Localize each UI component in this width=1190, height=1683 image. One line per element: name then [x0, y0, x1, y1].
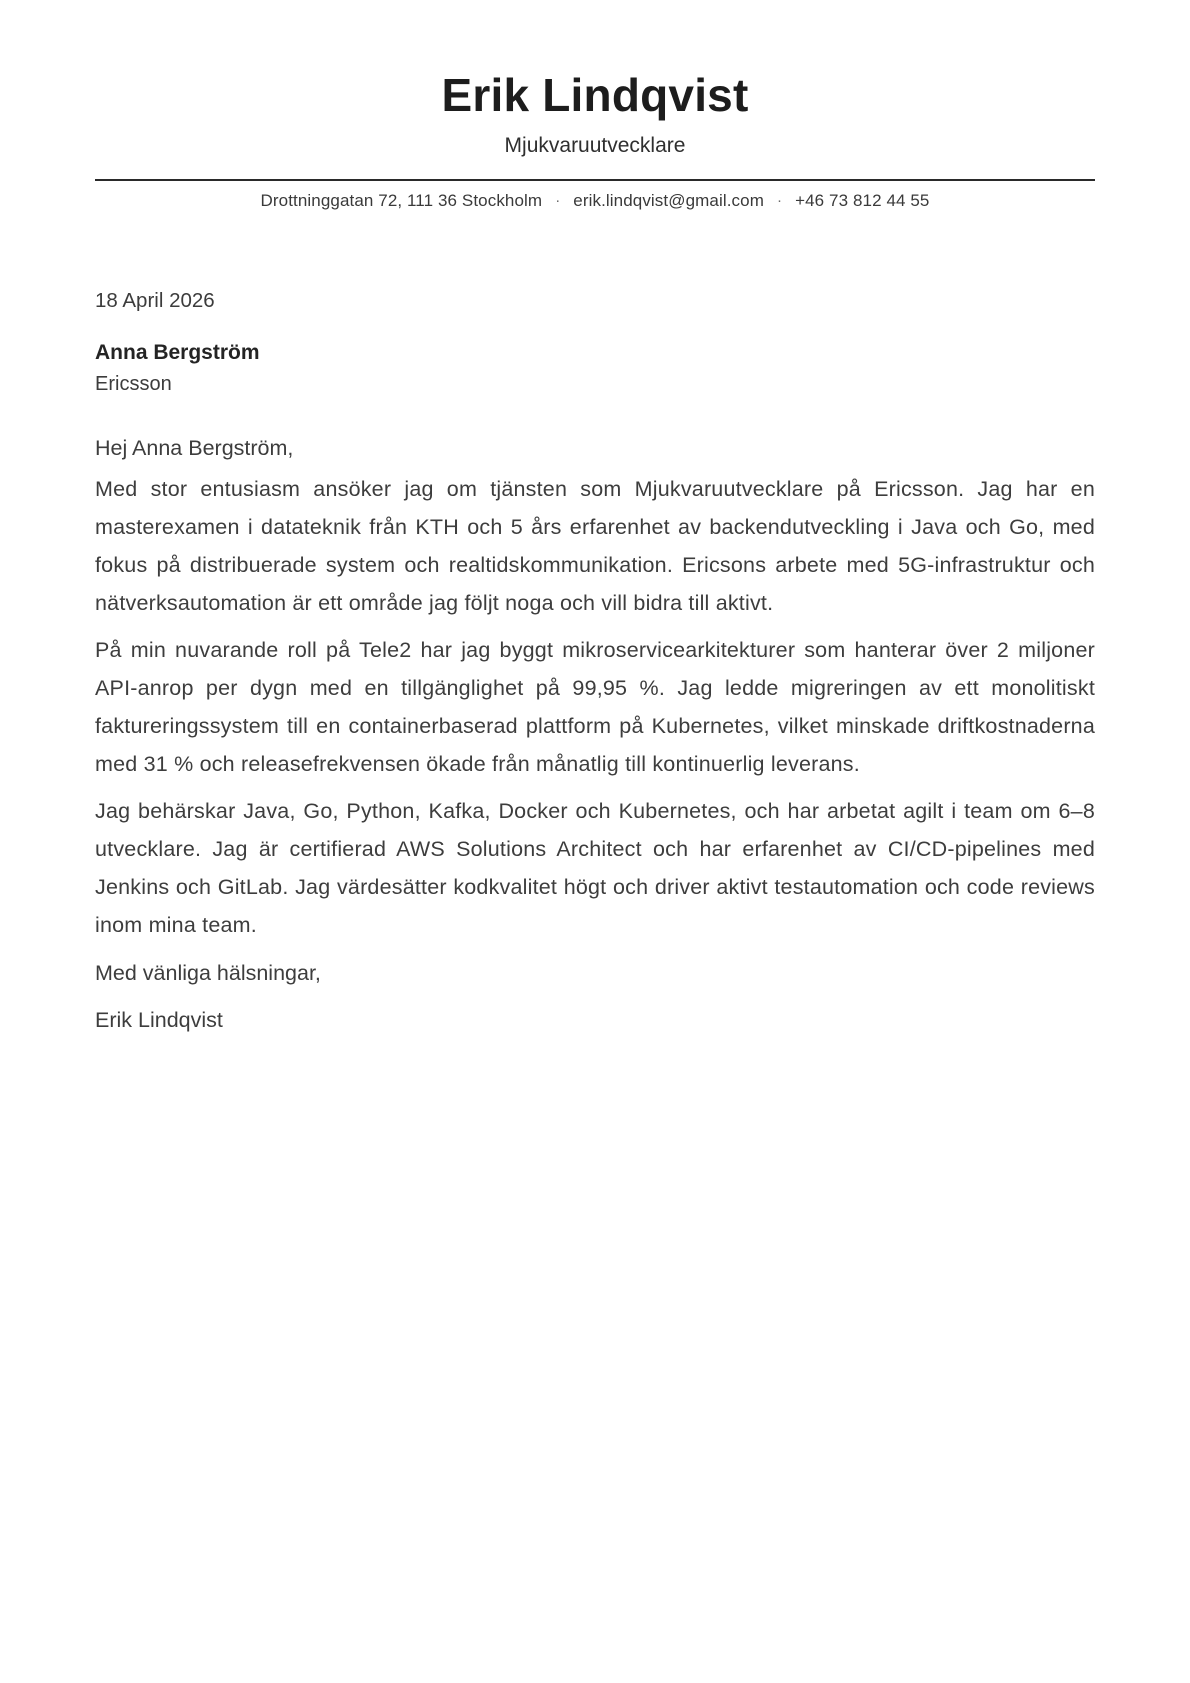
page-title: Erik Lindqvist [441, 69, 749, 121]
contact-email: erik.lindqvist@gmail.com [573, 190, 764, 210]
contact-separator: · [555, 191, 561, 209]
letter-body [95, 289, 1095, 1039]
contact-phone: +46 73 812 44 55 [795, 190, 930, 210]
recipient-block [95, 341, 1095, 396]
recipient-name: Anna Bergström [95, 340, 260, 364]
letter-date: 18 April 2026 [95, 288, 215, 312]
body-paragraph-1: Med stor entusiasm ansöker jag om tjänsten som Mjukvaruutvecklare på Ericsson. Jag har en masterexamen i datateknik från KTH och 5 års erfarenhet av backendutveckling i Java och Go, med fokus på distribuerade system och realtidskommunikation. Ericsons arbete med 5G-infrastruktur och nätverksautomation är ett område jag följt noga och vill bidra till aktivt. [95, 476, 1095, 615]
job-title: Mjukvaruutvecklare [504, 133, 686, 157]
body-paragraph-2: På min nuvarande roll på Tele2 har jag byggt mikroservicearkitekturer som hanterar över 2 miljoner API-anrop per dygn med en tillgänglighet på 99,95 %. Jag ledde migreringen av ett monolitiskt faktureringssystem till en containerbaserad plattform på Kubernetes, vilket minskade driftkostnaderna med 31 % och releasefrekvensen ökade från månatlig till kontinuerlig leverans. [95, 637, 1095, 776]
signature-name: Erik Lindqvist [95, 1007, 223, 1032]
letter-header [95, 70, 1095, 211]
body-paragraph-3: Jag behärskar Java, Go, Python, Kafka, Docker och Kubernetes, och har arbetat agilt i team om 6–8 utvecklare. Jag är certifierad AWS Solutions Architect och har erfarenhet av CI/CD-pipelines med Jenkins och GitLab. Jag värdesätter kodkvalitet högt och driver aktivt testautomation och code reviews inom mina team. [95, 798, 1095, 937]
recipient-company: Ericsson [95, 372, 172, 395]
contact-address: Drottninggatan 72, 111 36 Stockholm [260, 190, 543, 210]
header-divider [95, 179, 1095, 181]
contact-line [95, 191, 1095, 211]
contact-separator: · [776, 191, 783, 209]
closing-line: Med vänliga hälsningar, [95, 960, 321, 985]
greeting-line: Hej Anna Bergström, [95, 435, 294, 460]
